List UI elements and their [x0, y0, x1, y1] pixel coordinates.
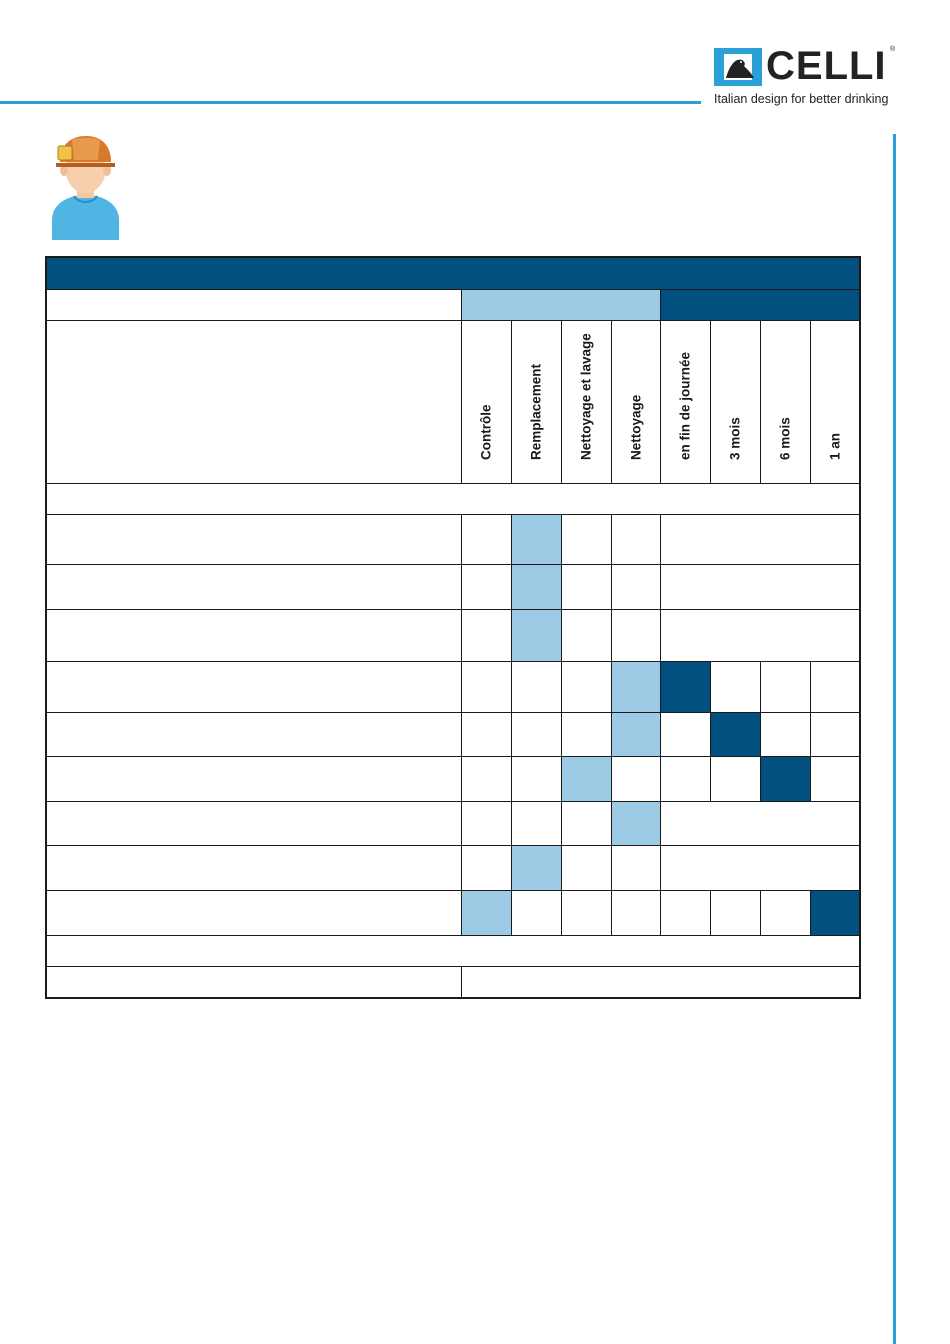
col-header-controle: Contrôle [461, 320, 511, 483]
footer-row [46, 967, 860, 998]
maintenance-table [45, 256, 861, 999]
technician-icon [48, 132, 123, 240]
col-header-3-mois: 3 mois [710, 320, 760, 483]
celli-logo [714, 44, 896, 110]
col-header-fin-journee: en fin de journée [660, 320, 710, 483]
table-title-bar [46, 257, 860, 289]
group-header-row [46, 289, 860, 320]
brand-name: CELLI [766, 44, 887, 88]
section-row [46, 936, 860, 967]
col-header-1-an: 1 an [810, 320, 860, 483]
col-header-nettoyage: Nettoyage [611, 320, 660, 483]
section-row [46, 484, 860, 515]
table-row [46, 845, 860, 890]
table-row [46, 565, 860, 610]
operations-group-header [461, 289, 660, 320]
table-row [46, 515, 860, 565]
col-header-remplacement: Remplacement [511, 320, 561, 483]
header-divider [0, 101, 701, 104]
table-row [46, 891, 860, 936]
frequency-group-header [660, 289, 860, 320]
table-row [46, 712, 860, 756]
brand-tagline: Italian design for better drinking [714, 92, 889, 106]
col-header-6-mois: 6 mois [760, 320, 810, 483]
table-row [46, 610, 860, 661]
col-header-nettoyage-lavage: Nettoyage et lavage [561, 320, 611, 483]
registered-mark: ® [890, 46, 896, 53]
table-row [46, 661, 860, 712]
seal-logo-icon [714, 48, 762, 86]
column-header-row [46, 320, 860, 483]
side-divider [893, 134, 896, 1344]
table-row [46, 801, 860, 845]
table-row [46, 756, 860, 801]
